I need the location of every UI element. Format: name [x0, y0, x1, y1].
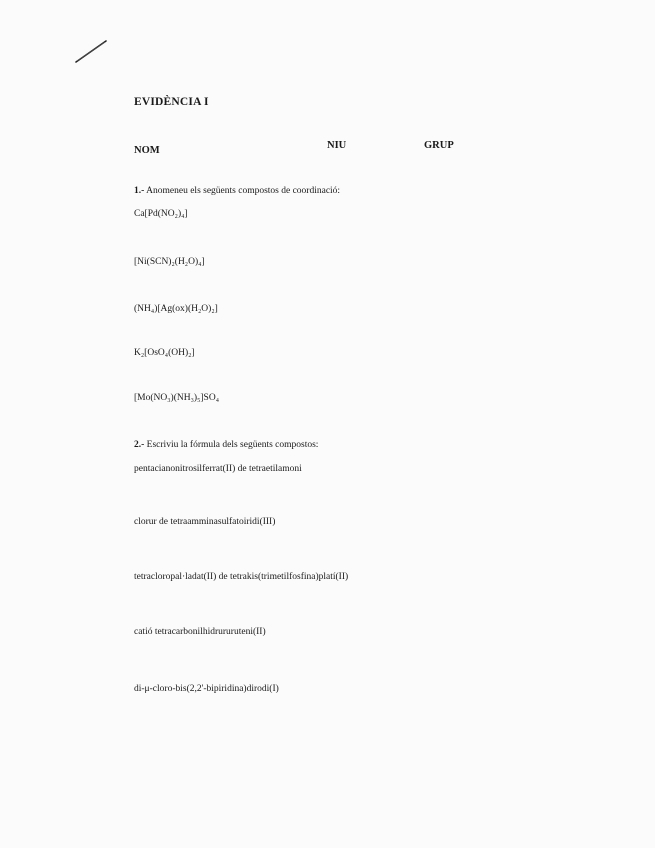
pen-stroke-mark: [74, 38, 108, 64]
q2-item: tetracloropal·ladat(II) de tetrakis(trimetilfosfina)platí(II): [134, 572, 349, 582]
question-2-text: Escriviu la fórmula dels següents compostos:: [146, 440, 319, 450]
question-1-number: 1.-: [134, 186, 145, 196]
question-1-prompt: [134, 187, 340, 197]
q1-item: (NH₄)[Ag(ox)(H₂O)₂]: [134, 304, 218, 314]
q2-item: pentacianonitrosilferrat(II) de tetraetilamoni: [134, 464, 302, 474]
q2-item: catió tetracarbonilhidrururuteni(II): [134, 627, 266, 637]
header-grup: GRUP: [424, 140, 454, 151]
q1-item: [Mo(NO₃)(NH₃)₅]SO₄: [134, 393, 220, 403]
q1-item: Ca[Pd(NO₂)₄]: [134, 209, 188, 219]
header-niu: NIU: [327, 140, 347, 151]
question-2-number: 2.-: [134, 440, 145, 450]
question-2-prompt: [134, 441, 318, 451]
q1-item: K₂[OsO₄(OH)₂]: [134, 348, 195, 358]
q2-item: di-μ-cloro-bis(2,2'-bipiridina)dirodi(I): [134, 684, 279, 694]
header-nom: NOM: [134, 145, 160, 156]
document-title: EVIDÈNCIA I: [134, 96, 209, 108]
q1-item: [Ni(SCN)₂(H₂O)₄]: [134, 257, 205, 267]
question-1-text: Anomeneu els següents compostos de coordinació:: [146, 186, 341, 196]
q2-item: clorur de tetraamminasulfatoiridi(III): [134, 517, 276, 527]
